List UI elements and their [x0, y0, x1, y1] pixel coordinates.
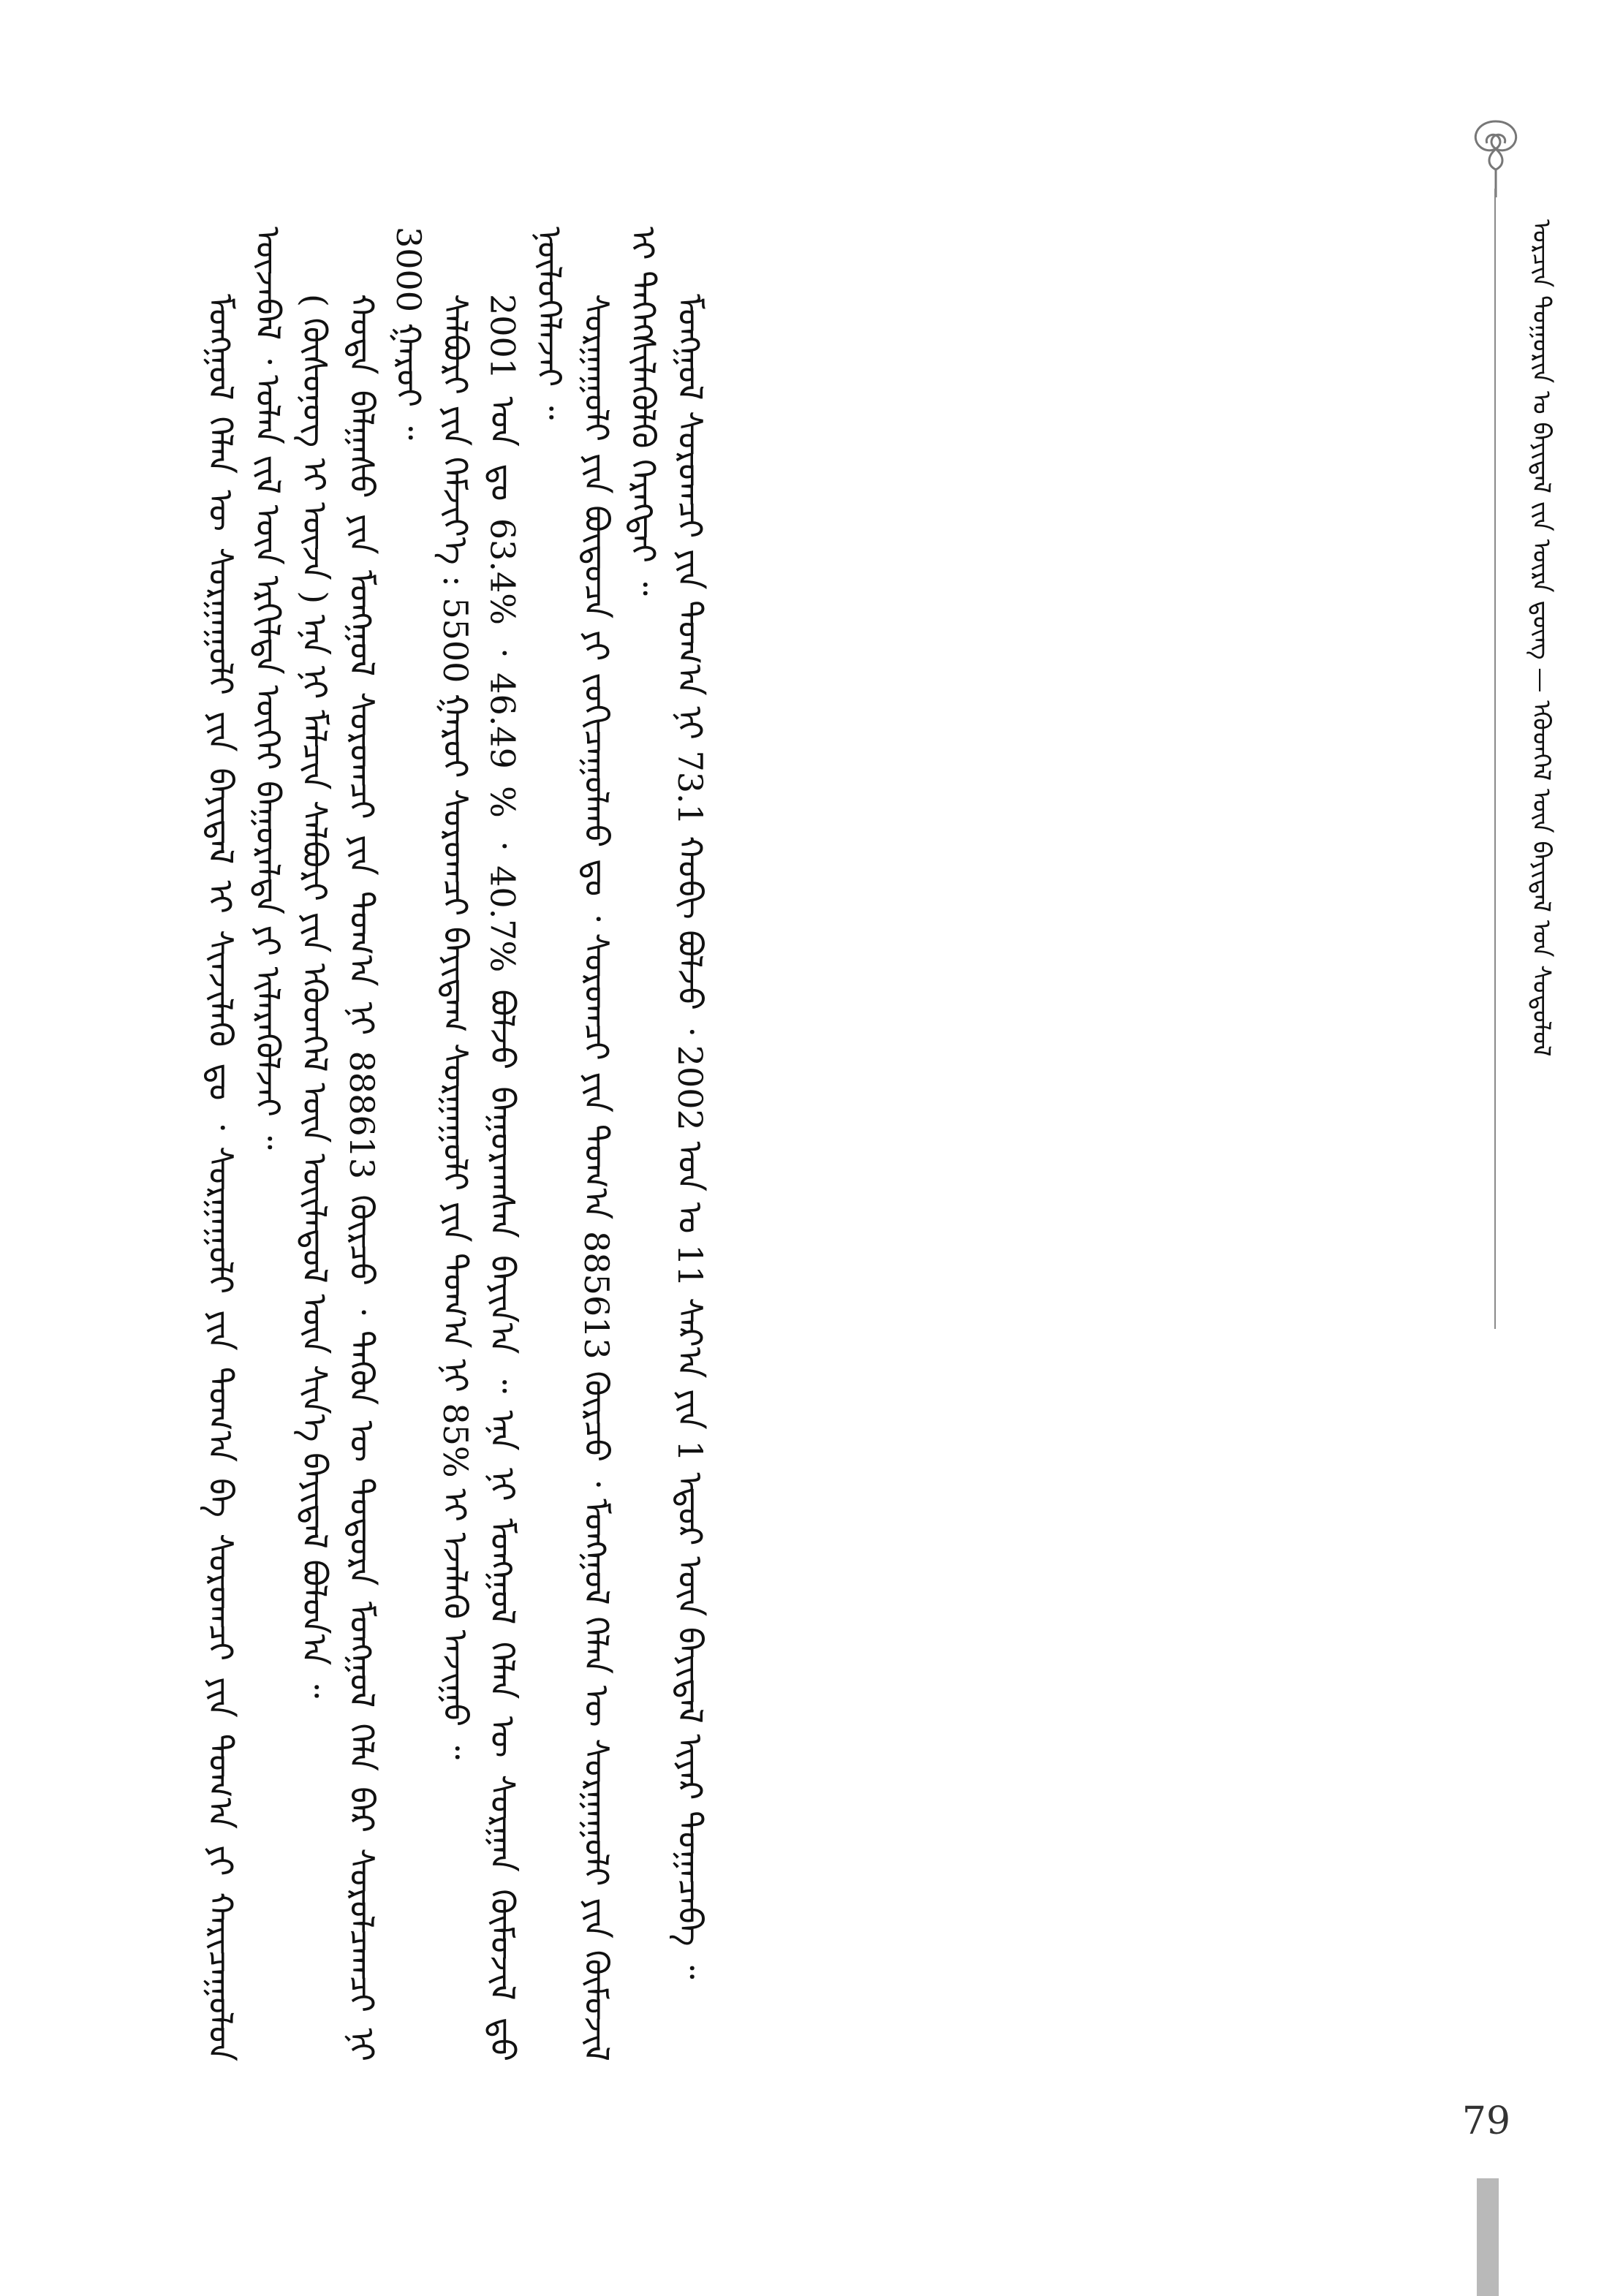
- header-rule: [1494, 189, 1496, 1329]
- body-text: [197, 227, 1433, 2061]
- paragraph: ᠰᠤᠷᠭᠠᠭᠤᠯᠢ ᠶᠢᠨ ᠪᠦᠲᠦᠴᠡ ᠶᠢ ᠵᠤᠬᠢᠴᠠᠭᠤᠯᠬᠤ ᠳᠤ ᠂ ᠰᠤᠷᠤᠭᠴᠢ ᠶᠢᠨ ᠲᠣᠭ᠎ᠠ 885613 ᠬᠦᠷᠴᠦ ᠂ ᠮᠣᠩᠭᠣᠯ ᠬᠡᠯᠡᠨ ᠦ ᠰᠤᠷᠭᠠᠭᠤᠯᠢ ᠶᠢᠨ ᠬᠦᠮᠦᠵᠢᠯ ᠢ ᠳᠡᠭᠡᠭᠰᠢᠯᠡᠭᠦᠯᠬᠦ ᠬᠡᠷᠡᠭᠲᠡᠢ ᠃: [576, 227, 664, 2061]
- page-number: 79: [1461, 2099, 1511, 2143]
- running-title: ᠣᠷᠴᠢᠨ ᠲᠣᠭᠣᠷᠢᠨ ᠤ ᠪᠠᠶᠢᠳᠠᠯ ᠵᠢᠨ ᠦᠷᠡ ᠳ᠋ᠦᠩ — ᠡᠭᠦᠳᠭᠡᠯ ᠦᠨ ᠪᠠᠶᠢᠳᠠᠯ ᠤᠨ ᠰᠤᠳᠤᠯᠤᠯ: [1526, 219, 1556, 1057]
- page-edge-tab: [1477, 2178, 1499, 2296]
- paragraph: ( ᠬᠦᠰᠦᠨᠦᠭ ᠢ ᠦᠵᠡ ) ᠡᠨᠡ ᠨᠢ ᠮᠠᠯᠴᠢᠨ ᠰᠠᠯᠪᠤᠷᠢ ᠶᠢᠨ ᠡᠭᠦᠳᠭᠡᠯ ᠦᠨ ᠦᠢᠯᠡᠳᠦᠯ ᠦᠨ ᠰᠢᠨ᠎ᠡ ᠪᠠᠶᠢᠳᠠᠯ ᠪᠣᠯᠤᠨ᠎ᠠ ᠃: [295, 294, 335, 1699]
- paragraph: ᠰᠠᠯᠪᠤᠷᠢ ᠶᠢᠨ ᠬᠡᠮᠵᠢᠶ᠎ᠡ : 5500 ᠭᠠᠷᠤᠢ ᠰᠤᠷᠤᠭᠴᠢ ᠪᠠᠶᠢᠳᠠᠭ ᠰᠤᠷᠭᠠᠭᠤᠯᠢ ᠶᠢᠨ ᠲᠣᠭ᠎ᠠ ᠨᠢ 85% ᠢ ᠡᠵᠡᠯᠡᠬᠦ ᠠᠵᠢᠭᠤ ᠃: [436, 294, 476, 1759]
- decorative-knot-icon: [1462, 117, 1529, 197]
- paragraph: ᠮᠣᠩᠭᠣᠯ ᠬᠡᠯᠡᠨ ᠦ ᠰᠤᠷᠭᠠᠭᠤᠯᠢ ᠶᠢᠨ ᠪᠠᠶᠢᠳᠠᠯ ᠢ ᠰᠢᠨᠵᠢᠯᠡᠬᠦ ᠳᠤ ᠂ ᠰᠤᠷᠭᠠᠭᠤᠯᠢ ᠶᠢᠨ ᠲᠣᠭ᠎ᠠ ᠪᠠ ᠰᠤᠷᠤᠭᠴᠢ ᠶᠢᠨ ᠲᠣᠭ᠎ᠠ ᠶᠢ ᠬᠠᠷᠢᠴᠠᠭᠤᠯᠤᠨ ᠦᠵᠡᠪᠡᠯ ᠂ ᠣᠯᠠᠨ ᠵᠢᠯ ᠦᠨ ᠡᠷᠭᠢᠯᠲᠡ ᠦᠭᠡᠢ ᠪᠠᠭᠤᠷᠠᠯᠳᠠ ᠶᠢ ᠢᠯᠡᠷᠡᠭᠦᠯᠵᠡᠢ ᠃: [201, 227, 288, 2061]
- paragraph: ᠬᠣᠲᠠ ᠪᠠᠯᠭᠠᠰᠤ ᠶᠢᠨ ᠮᠣᠩᠭᠣᠯ ᠰᠤᠷᠤᠭᠴᠢ ᠶᠢᠨ ᠲᠣᠭ᠎ᠠ ᠨᠢ 888613 ᠬᠦᠷᠴᠦ ᠂ ᠲᠡᠭᠦᠨ ᠦ ᠳᠣᠲᠣᠷᠠ ᠮᠣᠩᠭᠣᠯ ᠬᠡᠯᠡ ᠪᠡᠷ ᠰᠤᠷᠤᠯᠴᠠᠭᠴᠢ ᠨᠢ 3000 ᠭᠠᠷᠤᠢ ᠃: [341, 227, 429, 2061]
- paragraph: ᠮᠣᠩᠭᠣᠯ ᠰᠤᠷᠤᠭᠴᠢ ᠶᠢᠨ ᠲᠣᠭ᠎ᠠ ᠨᠢ 73.1 ᠬᠤᠪᠢ ᠪᠣᠯᠵᠤ ᠂ 2002 ᠣᠨ ᠤ 11 ᠰᠠᠷ᠎ᠠ ᠶᠢᠨ 1 ᠡᠳᠦᠷ ᠦᠨ ᠪᠠᠶᠢᠳᠠᠯ ᠢᠶᠠᠷ ᠲᠣᠭᠠᠴᠠᠪᠠ ᠃: [670, 294, 711, 1979]
- paragraph: 2001 ᠣᠨ ᠳᠤ 63.4% ᠂ 46.49 % ᠂ 40.7% ᠪᠣᠯᠵᠤ ᠪᠠᠭᠤᠷᠠᠭᠰᠠᠨ ᠪᠠᠶᠢᠨ᠎ᠠ ᠃ ᠡᠨᠡ ᠨᠢ ᠮᠣᠩᠭᠣᠯ ᠬᠡᠯᠡᠨ ᠦ ᠰᠤᠷᠭᠠᠨ ᠬᠦᠮᠦᠵᠢᠯ ᠳ᠋ᠦ ᠨᠥᠯᠦᠭᠡᠯᠡᠵᠡᠢ ᠃: [483, 227, 570, 2061]
